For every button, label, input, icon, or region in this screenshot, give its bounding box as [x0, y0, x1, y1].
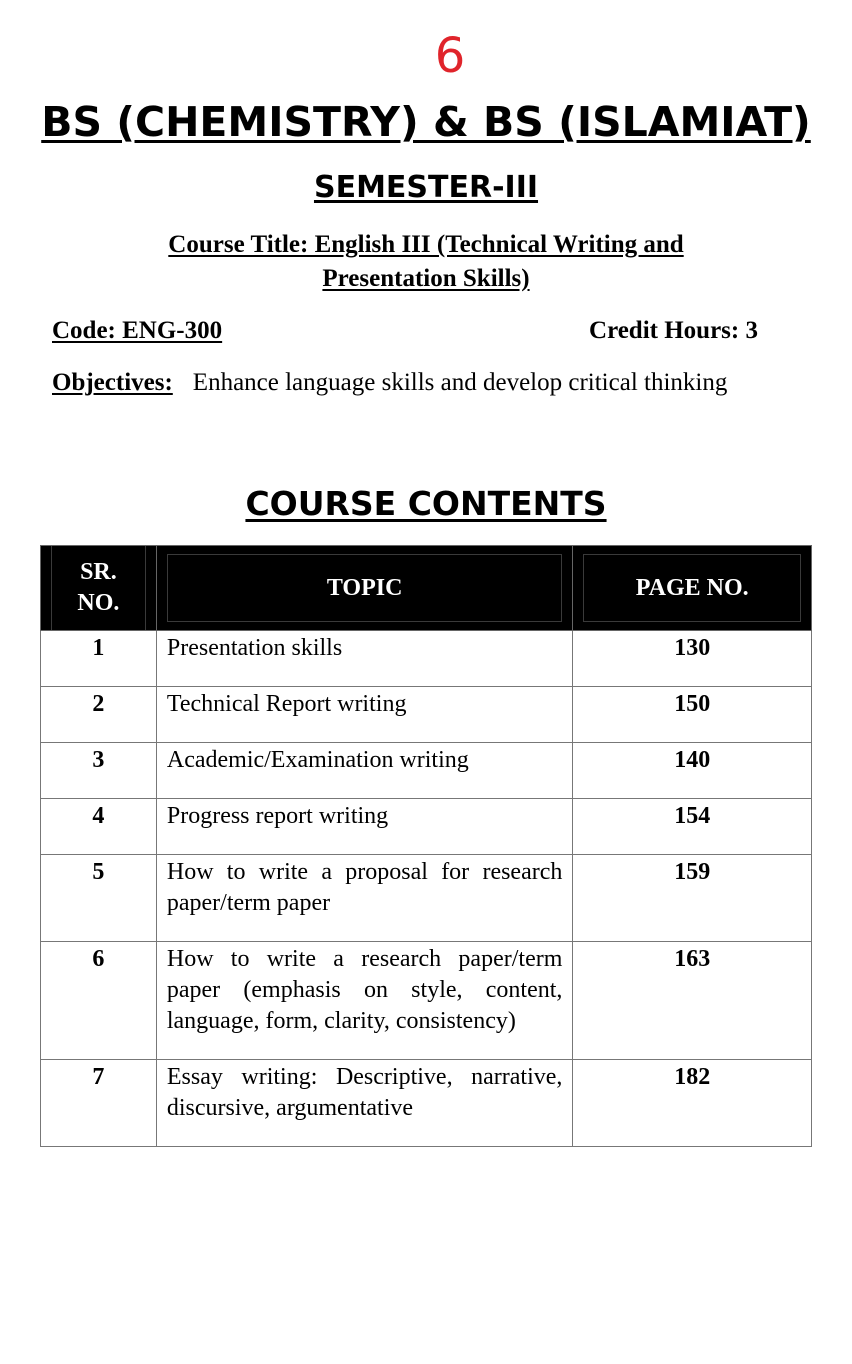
objectives-label: Objectives: — [52, 369, 173, 396]
header-topic-label: TOPIC — [167, 554, 563, 622]
program-title: BS (CHEMISTRY) & BS (ISLAMIAT) — [41, 98, 811, 146]
row-page: 159 — [573, 855, 812, 942]
row-page: 154 — [573, 799, 812, 855]
row-sr: 6 — [41, 942, 157, 1060]
row-sr: 4 — [41, 799, 157, 855]
header-sr-line-2: NO. — [77, 590, 120, 616]
table-row — [41, 743, 812, 799]
semester-heading: SEMESTER-III — [313, 170, 539, 205]
row-topic: Presentation skills — [156, 631, 573, 687]
course-title — [0, 228, 852, 296]
row-page: 163 — [573, 942, 812, 1060]
course-contents-heading: COURSE CONTENTS — [245, 484, 607, 523]
table-header-row — [41, 546, 812, 631]
row-sr: 2 — [41, 687, 157, 743]
header-page-label: PAGE NO. — [583, 554, 801, 622]
course-contents-table — [40, 545, 812, 1147]
course-code: Code: ENG-300 — [52, 317, 223, 344]
row-sr: 7 — [41, 1060, 157, 1147]
header-sr-line-1: SR. — [80, 559, 117, 585]
row-topic: Technical Report writing — [156, 687, 573, 743]
page-number: 6 — [434, 28, 466, 84]
header-topic — [156, 546, 573, 631]
table-row — [41, 1060, 812, 1147]
row-page: 130 — [573, 631, 812, 687]
course-title-line-1: Course Title: English III (Technical Writing and — [168, 231, 684, 258]
row-topic: How to write a research paper/term paper (emphasis on style, content, language, form, clarity, consistency) — [156, 942, 573, 1060]
header-sr-no — [41, 546, 157, 631]
course-title-line-2: Presentation Skills) — [322, 265, 530, 292]
row-topic: How to write a proposal for research paper/term paper — [156, 855, 573, 942]
row-topic: Progress report writing — [156, 799, 573, 855]
row-topic: Essay writing: Descriptive, narrative, discursive, argumentative — [156, 1060, 573, 1147]
table-row — [41, 687, 812, 743]
row-sr: 3 — [41, 743, 157, 799]
header-page-no — [573, 546, 812, 631]
row-topic: Academic/Examination writing — [156, 743, 573, 799]
objectives-text: Enhance language skills and develop critical thinking — [192, 369, 728, 396]
row-page: 182 — [573, 1060, 812, 1147]
objectives — [52, 366, 727, 400]
table-row — [41, 799, 812, 855]
row-page: 150 — [573, 687, 812, 743]
row-sr: 1 — [41, 631, 157, 687]
table-row — [41, 942, 812, 1060]
table-row — [41, 631, 812, 687]
table-row — [41, 855, 812, 942]
credit-hours: Credit Hours: 3 — [589, 317, 758, 344]
row-sr: 5 — [41, 855, 157, 942]
row-page: 140 — [573, 743, 812, 799]
